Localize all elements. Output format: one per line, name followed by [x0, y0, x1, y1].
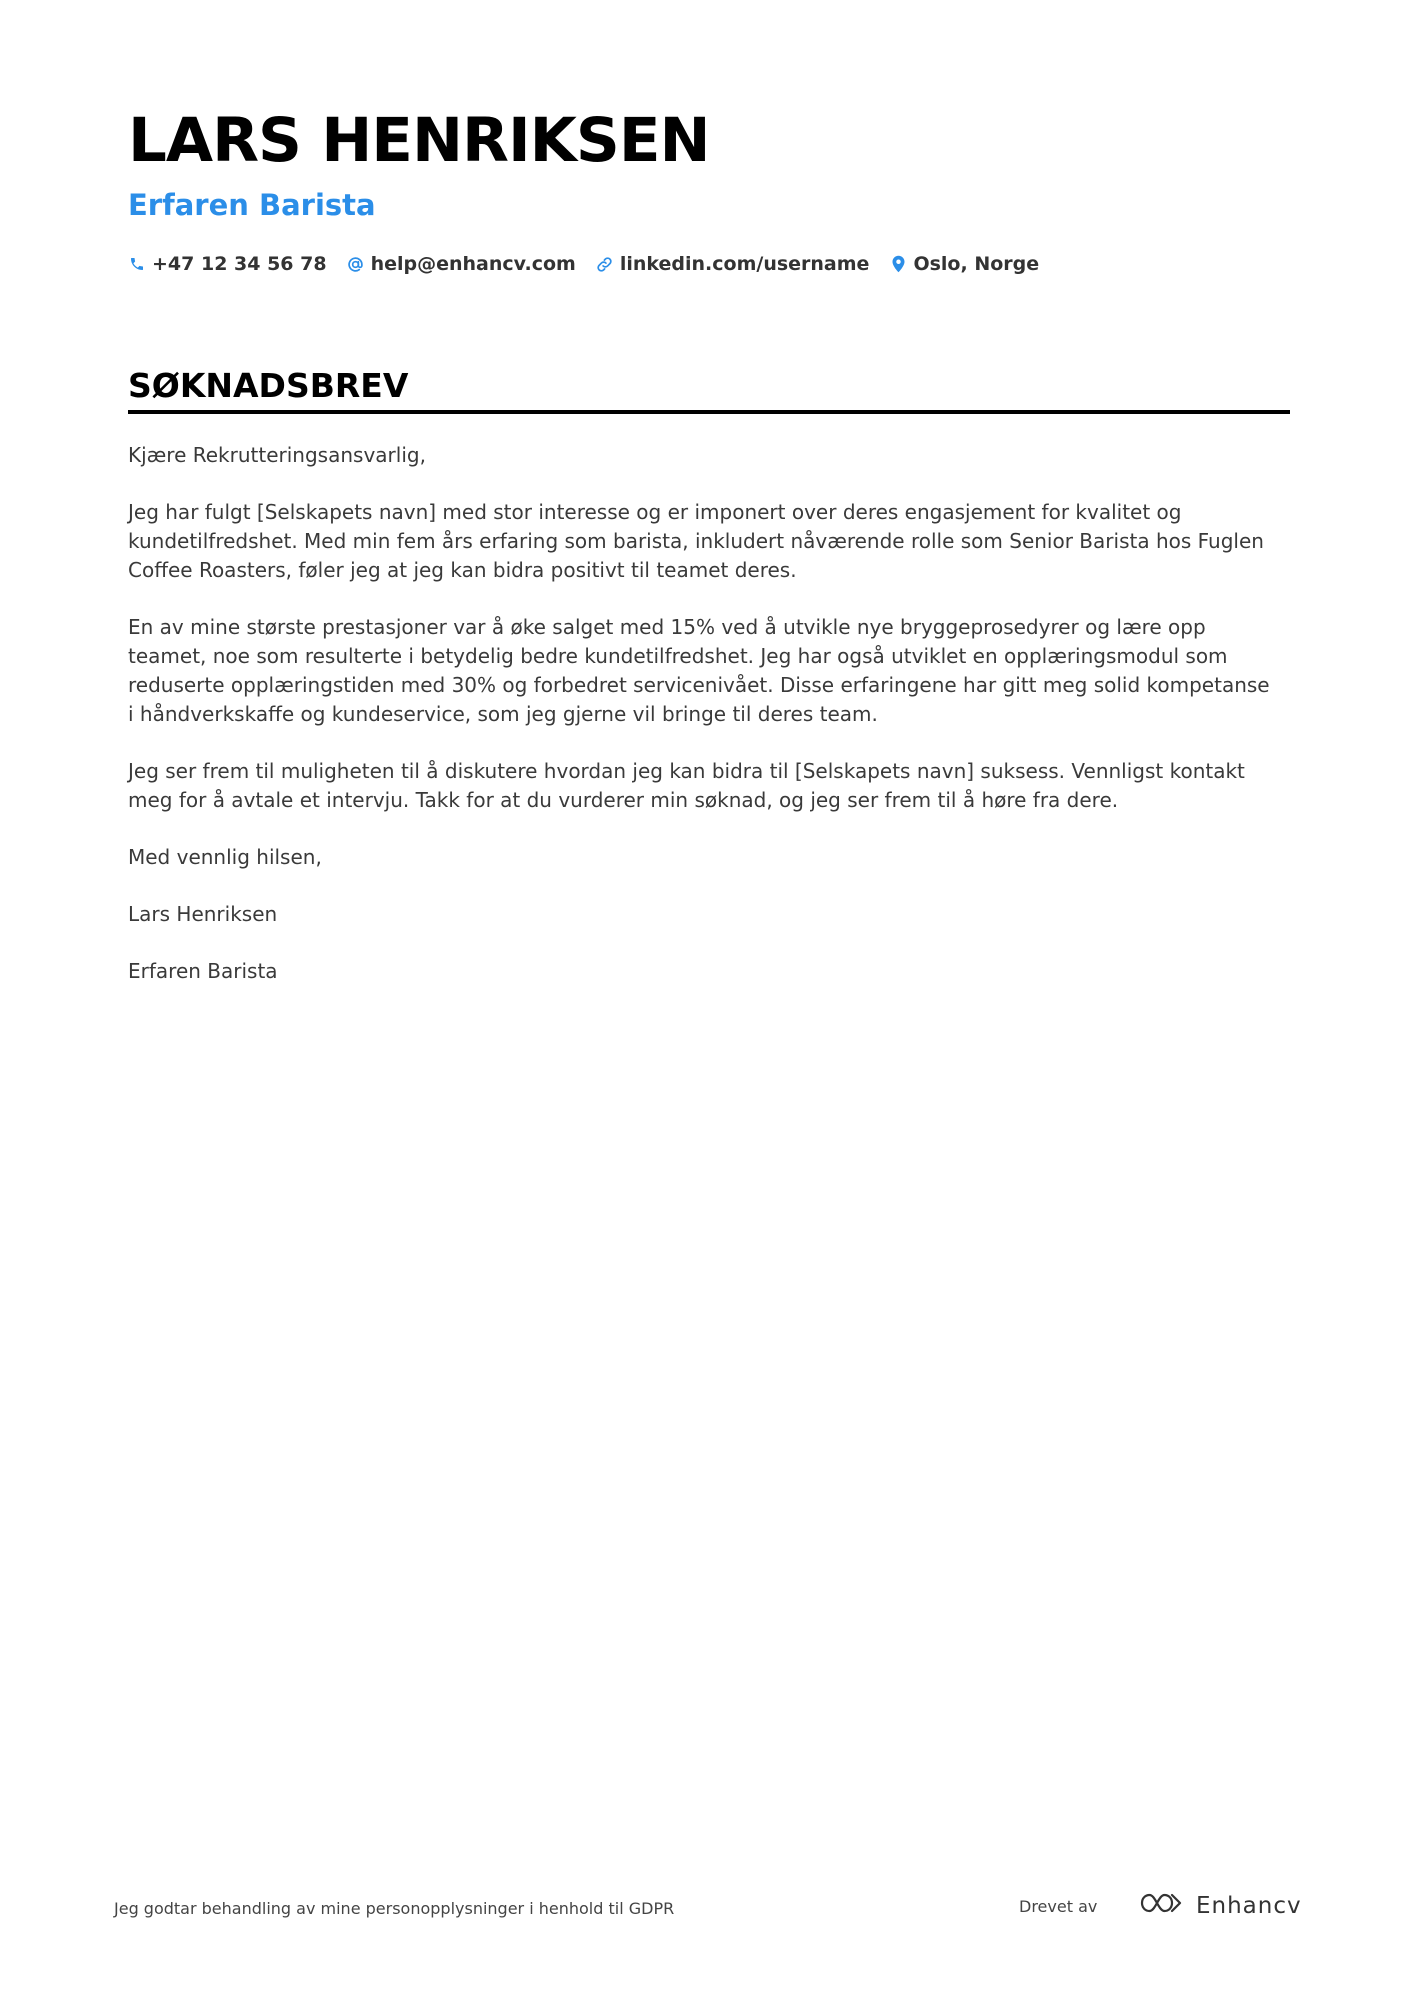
letter-paragraph: Jeg ser frem til muligheten til å diskutere hvordan jeg kan bidra til [Selskapets navn] suksess. Vennligst kontakt meg for å avtale et intervju. Takk for at du vurderer min søknad, og jeg ser frem til å høre fra dere. — [128, 759, 1245, 812]
contact-location[interactable] — [889, 253, 1039, 275]
letter-greeting: Kjære Rekrutteringsansvarlig, — [128, 443, 426, 467]
enhancv-brand[interactable] — [1138, 1890, 1302, 1921]
contact-bar — [128, 253, 1039, 275]
signature-name: Lars Henriksen — [128, 902, 278, 926]
signature-role: Erfaren Barista — [128, 959, 278, 983]
applicant-name: LARS HENRIKSEN — [128, 105, 710, 176]
section-divider — [128, 410, 1290, 414]
contact-email[interactable] — [347, 253, 576, 275]
contact-location-text: Oslo, Norge — [913, 253, 1040, 275]
applicant-role: Erfaren Barista — [128, 188, 376, 222]
link-icon — [596, 255, 614, 273]
location-pin-icon — [889, 255, 907, 273]
contact-phone-text: +47 12 34 56 78 — [152, 253, 327, 275]
footer — [114, 1890, 1302, 1930]
letter-body — [128, 441, 1278, 1014]
phone-icon — [128, 255, 146, 273]
contact-email-text: help@enhancv.com — [370, 253, 576, 275]
letter-closing: Med vennlig hilsen, — [128, 845, 322, 869]
at-icon — [347, 255, 365, 273]
enhancv-logo-icon — [1138, 1890, 1186, 1921]
enhancv-brand-text: Enhancv — [1196, 1892, 1302, 1919]
letter-paragraph: Jeg har fulgt [Selskapets navn] med stor interesse og er imponert over deres engasjement for kvalitet og kundetilfredshet. Med min fem års erfaring som barista, inkludert nåværende rolle som Senior Barista hos Fuglen Coffee Roasters, føler jeg at jeg kan bidra positivt til teamet deres. — [128, 500, 1264, 582]
letter-paragraph: En av mine største prestasjoner var å øke salget med 15% ved å utvikle nye bryggeprosedyrer og lære opp teamet, noe som resulterte i betydelig bedre kundetilfredshet. Jeg har også utviklet en opplæringsmodul som reduserte opplæringstiden med 30% og forbedret servicenivået. Disse erfaringene har gitt meg solid kompetanse i håndverkskaffe og kundeservice, som jeg gjerne vil bringe til deres team. — [128, 615, 1270, 726]
gdpr-consent-text: Jeg godtar behandling av mine personopplysninger i henhold til GDPR — [114, 1899, 675, 1918]
contact-phone[interactable] — [128, 253, 327, 275]
contact-linkedin[interactable] — [596, 253, 870, 275]
section-title: SØKNADSBREV — [128, 366, 409, 405]
contact-linkedin-text: linkedin.com/username — [619, 253, 870, 275]
powered-by-text: Drevet av — [1019, 1897, 1098, 1916]
